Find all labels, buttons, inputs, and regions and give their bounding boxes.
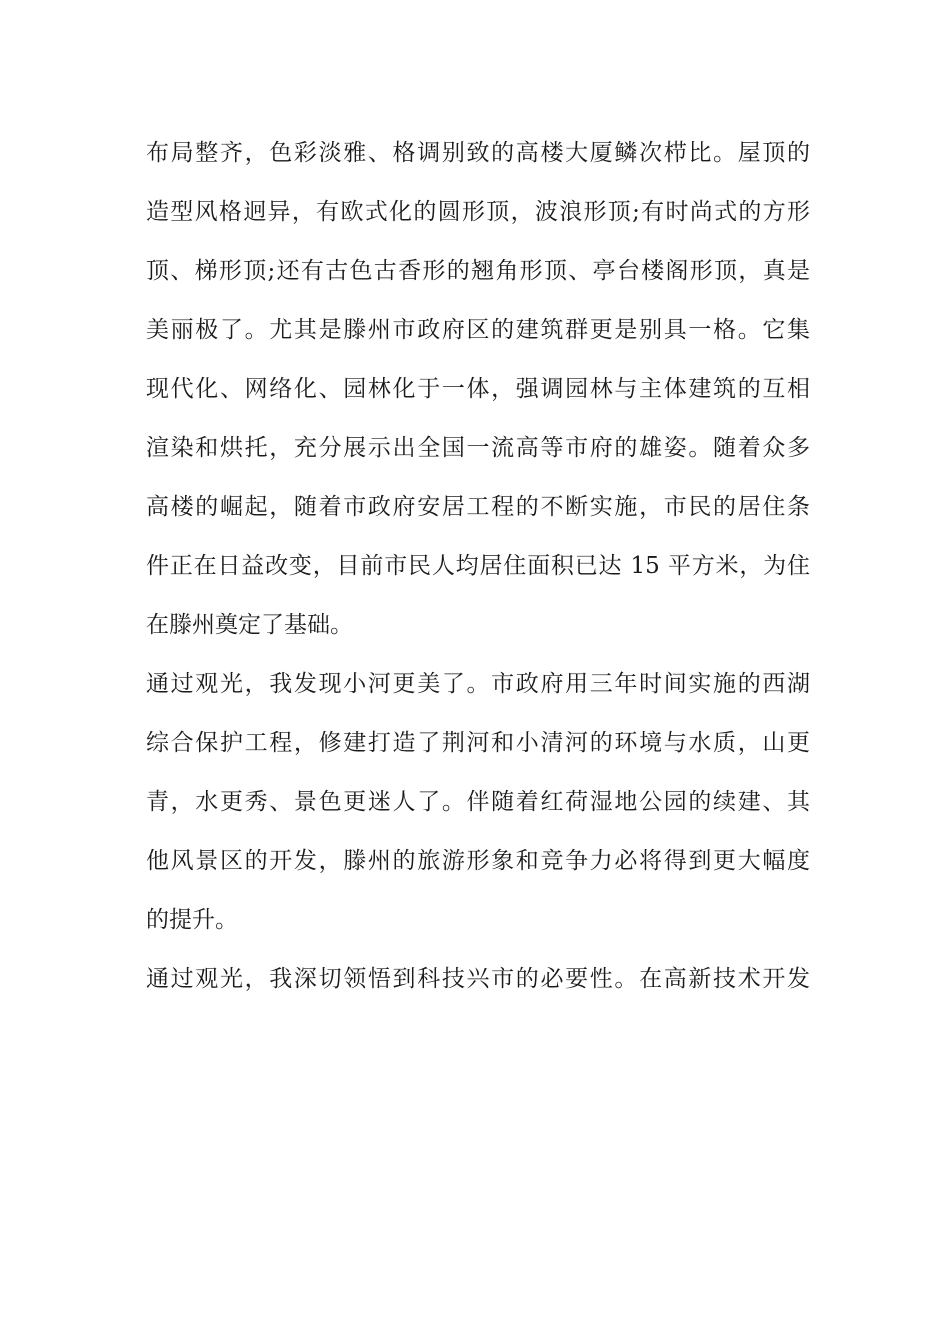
text-line: 布局整齐，色彩淡雅、格调别致的高楼大厦鳞次栉比。屋顶的 [146, 140, 810, 166]
text-line: 件正在日益改变，目前市民人均居住面积已达 15 平方米，为住 [146, 553, 810, 579]
text-line: 造型风格迥异，有欧式化的圆形顶，波浪形顶;有时尚式的方形 [146, 199, 810, 225]
text-line: 顶、梯形顶;还有古色古香形的翘角形顶、亭台楼阁形顶，真是 [146, 258, 810, 284]
text-line: 他风景区的开发，滕州的旅游形象和竞争力必将得到更大幅度 [146, 848, 810, 874]
text-line: 青，水更秀、景色更迷人了。伴随着红荷湿地公园的续建、其 [146, 789, 810, 815]
paragraph-technology [146, 954, 810, 1013]
text-line: 通过观光，我发现小河更美了。市政府用三年时间实施的西湖 [146, 671, 810, 697]
text-line: 综合保护工程，修建打造了荆河和小清河的环境与水质，山更 [146, 730, 810, 756]
text-line: 现代化、网络化、园林化于一体，强调园林与主体建筑的互相 [146, 376, 810, 402]
text-line: 美丽极了。尤其是滕州市政府区的建筑群更是别具一格。它集 [146, 317, 810, 343]
text-line: 通过观光，我深切领悟到科技兴市的必要性。在高新技术开发 [146, 966, 810, 992]
text-line: 在滕州奠定了基础。 [146, 612, 353, 638]
document-body [146, 128, 810, 1013]
text-line: 渲染和烘托，充分展示出全国一流高等市府的雄姿。随着众多 [146, 435, 810, 461]
text-line: 的提升。 [146, 907, 238, 933]
paragraph-buildings [146, 128, 810, 659]
paragraph-rivers [146, 659, 810, 954]
text-line: 高楼的崛起，随着市政府安居工程的不断实施，市民的居住条 [146, 494, 810, 520]
